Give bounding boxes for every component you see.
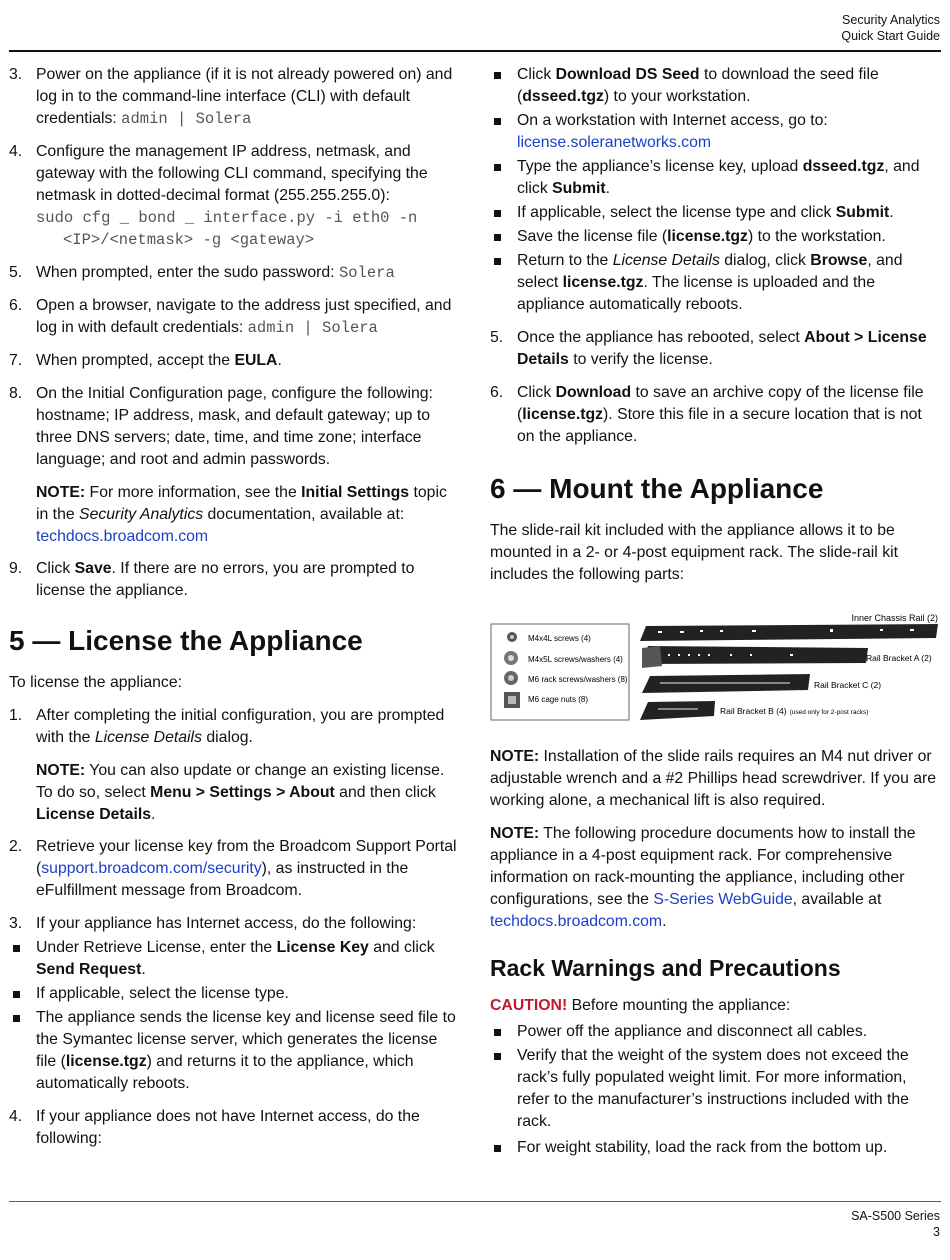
license-intro: To license the appliance: [9, 674, 183, 691]
cli-command-cont: <IP>/<netmask> -g <gateway> [63, 231, 315, 249]
webguide-link[interactable]: S-Series WebGuide [653, 891, 793, 908]
license-step-6: 6. Click Download to save an archive copy of the license file (license.tgz). Store this file in a secure location that is not on the appliance. [490, 384, 924, 445]
bullet-workstation: On a workstation with Internet access, go to: license.soleranetworks.com [490, 110, 940, 154]
section-6-heading: 6 — Mount the Appliance [490, 473, 824, 504]
cli-command: sudo cfg _ bond _ interface.py -i eth0 -n [36, 209, 418, 227]
bullet-marker [13, 1015, 20, 1022]
note-tools: NOTE: Installation of the slide rails requires an M4 nut driver or adjustable wrench and a #2 Phillips head screwdriver. If you are working alone, a mechanical lift is also required. [490, 748, 937, 809]
step-7: 7. When prompted, accept the EULA. [9, 352, 282, 369]
step-4: 4. Configure the management IP address, netmask, and gateway with the following CLI command, specifying the netmask in dotted-decimal format (255.255.255.0): sudo cfg _ bond _ interface.py -i eth0 -n <IP>/<netmask> -g <gateway> [9, 141, 459, 251]
mount-intro: The slide-rail kit included with the appliance allows it to be mounted in a 2- or 4-post equipment rack. The slide-rail kit includes the following parts: [490, 522, 898, 583]
bullet-marker [494, 72, 501, 79]
bullet-return-dialog: Return to the License Details dialog, click Browse, and select license.tgz. The license is uploaded and the appliance automatically reboots. [490, 250, 940, 316]
rail-bracket-b-label: Rail Bracket B (4) (used only for 2-post racks) [720, 706, 869, 716]
techdocs-link[interactable]: techdocs.broadcom.com [36, 528, 209, 545]
bullet-weight-limit: Verify that the weight of the system does not exceed the rack’s fully populated weight limit. For more information, refer to the manufacturer’s instructions included with the rack. [490, 1045, 940, 1133]
bullet-weight-stability: For weight stability, load the rack from the bottom up. [490, 1137, 940, 1159]
license-step-3: 3. If your appliance has Internet access, do the following: [9, 915, 417, 932]
license-step-5: 5. Once the appliance has rebooted, select About > License Details to verify the license. [490, 329, 927, 368]
step-8: 8. On the Initial Configuration page, configure the following: hostname; IP address, mask, and default gateway; up to three DNS servers; date, time, and time zone; interface language; and root and admin passwords. [9, 385, 433, 468]
rack-screw-icon [504, 671, 518, 685]
bullet-marker [494, 164, 501, 171]
left-column [9, 64, 459, 1161]
support-portal-link[interactable]: support.broadcom.com/security [41, 860, 262, 877]
part-label: M6 rack screws/washers (8) [528, 675, 628, 684]
footer-rule [9, 1201, 941, 1202]
screw-icon [507, 632, 517, 642]
part-label: M6 cage nuts (8) [528, 695, 589, 704]
solera-license-link[interactable]: license.soleranetworks.com [517, 134, 712, 151]
cage-nut-icon [504, 692, 520, 708]
right-column [490, 64, 940, 597]
bullet-marker [13, 991, 20, 998]
bullet-select-type: If applicable, select the license type and click Submit. [490, 202, 940, 224]
bullet-marker [494, 1145, 501, 1152]
step-6: 6. Open a browser, navigate to the address just specified, and log in with default credentials: admin | Solera [9, 297, 452, 337]
step-9: 9. Click Save. If there are no errors, you are prompted to license the appliance. [9, 560, 415, 599]
bullet-license-seed: The appliance sends the license key and license seed file to the Symantec license server, which generates the license file (license.tgz) and returns it to the appliance, which automatically reboots. [9, 1007, 459, 1095]
bullet-power-off: Power off the appliance and disconnect all cables. [490, 1021, 940, 1043]
header-product: Security Analytics [842, 13, 940, 27]
section-5-heading: 5 — License the Appliance [9, 625, 363, 656]
step-5: 5. When prompted, enter the sudo password: Solera [9, 264, 395, 282]
bullet-marker [13, 945, 20, 952]
bullet-retrieve-license: Under Retrieve License, enter the License Key and click Send Request. [9, 937, 459, 981]
part-label: M4x5L screws/washers (4) [528, 655, 623, 664]
rail-bracket-b [640, 701, 715, 720]
running-header [841, 12, 940, 44]
bullet-marker [494, 1053, 501, 1060]
bullet-marker [494, 1029, 501, 1036]
rail-bracket-a-label: Rail Bracket A (2) [866, 653, 932, 663]
bullet-download-seed: Click Download DS Seed to download the seed file (dsseed.tgz) to your workstation. [490, 64, 940, 108]
techdocs-link[interactable]: techdocs.broadcom.com [490, 913, 663, 930]
inner-rail-label: Inner Chassis Rail (2) [851, 613, 938, 623]
right-column-lower [490, 746, 940, 1161]
note-initial-settings: NOTE: For more information, see the Initial Settings topic in the Security Analytics documentation, available at: techdocs.broadcom.com [36, 484, 447, 545]
inner-chassis-rail [640, 624, 938, 641]
license-step-1: 1. After completing the initial configuration, you are prompted with the License Details dialog. [9, 707, 445, 746]
bullet-marker [494, 258, 501, 265]
footer-series: SA-S500 Series [851, 1209, 940, 1223]
page-number: 3 [933, 1225, 940, 1239]
rail-bracket-c-label: Rail Bracket C (2) [814, 680, 882, 690]
bullet-save-license: Save the license file (license.tgz) to the workstation. [490, 226, 940, 248]
bullet-marker [494, 234, 501, 241]
part-label: M4x4L screws (4) [528, 634, 591, 643]
header-rule [9, 50, 941, 52]
slide-rail-kit-diagram [490, 608, 940, 728]
note-update-license: NOTE: You can also update or change an existing license. To do so, select Menu > Settings > About and then click License Details. [36, 762, 445, 823]
header-doc-title: Quick Start Guide [841, 29, 940, 43]
screw-washer-icon [504, 651, 518, 665]
caution-line: CAUTION! Before mounting the appliance: [490, 997, 791, 1014]
rack-warnings-heading: Rack Warnings and Precautions [490, 955, 841, 981]
bullet-upload-seed: Type the appliance’s license key, upload dsseed.tgz, and click Submit. [490, 156, 940, 200]
note-procedure: NOTE: The following procedure documents how to install the appliance in a 4-post equipment rack. For comprehensive information on rack-mounting the appliance, including other configurations, see the S-Series WebGuide, available at techdocs.broadcom.com. [490, 825, 916, 930]
bullet-license-type: If applicable, select the license type. [9, 983, 459, 1005]
license-step-4: 4. If your appliance does not have Internet access, do the following: [9, 1108, 420, 1147]
bullet-marker [494, 210, 501, 217]
rail-bracket-a [642, 646, 868, 664]
license-step-2: 2. Retrieve your license key from the Broadcom Support Portal (support.broadcom.com/security), as instructed in the eFulfillment message from Broadcom. [9, 838, 457, 899]
bullet-marker [494, 118, 501, 125]
step-3: 3. Power on the appliance (if it is not already powered on) and log in to the command-line interface (CLI) with default credentials: admin | Solera [9, 66, 453, 128]
running-footer [851, 1208, 940, 1240]
